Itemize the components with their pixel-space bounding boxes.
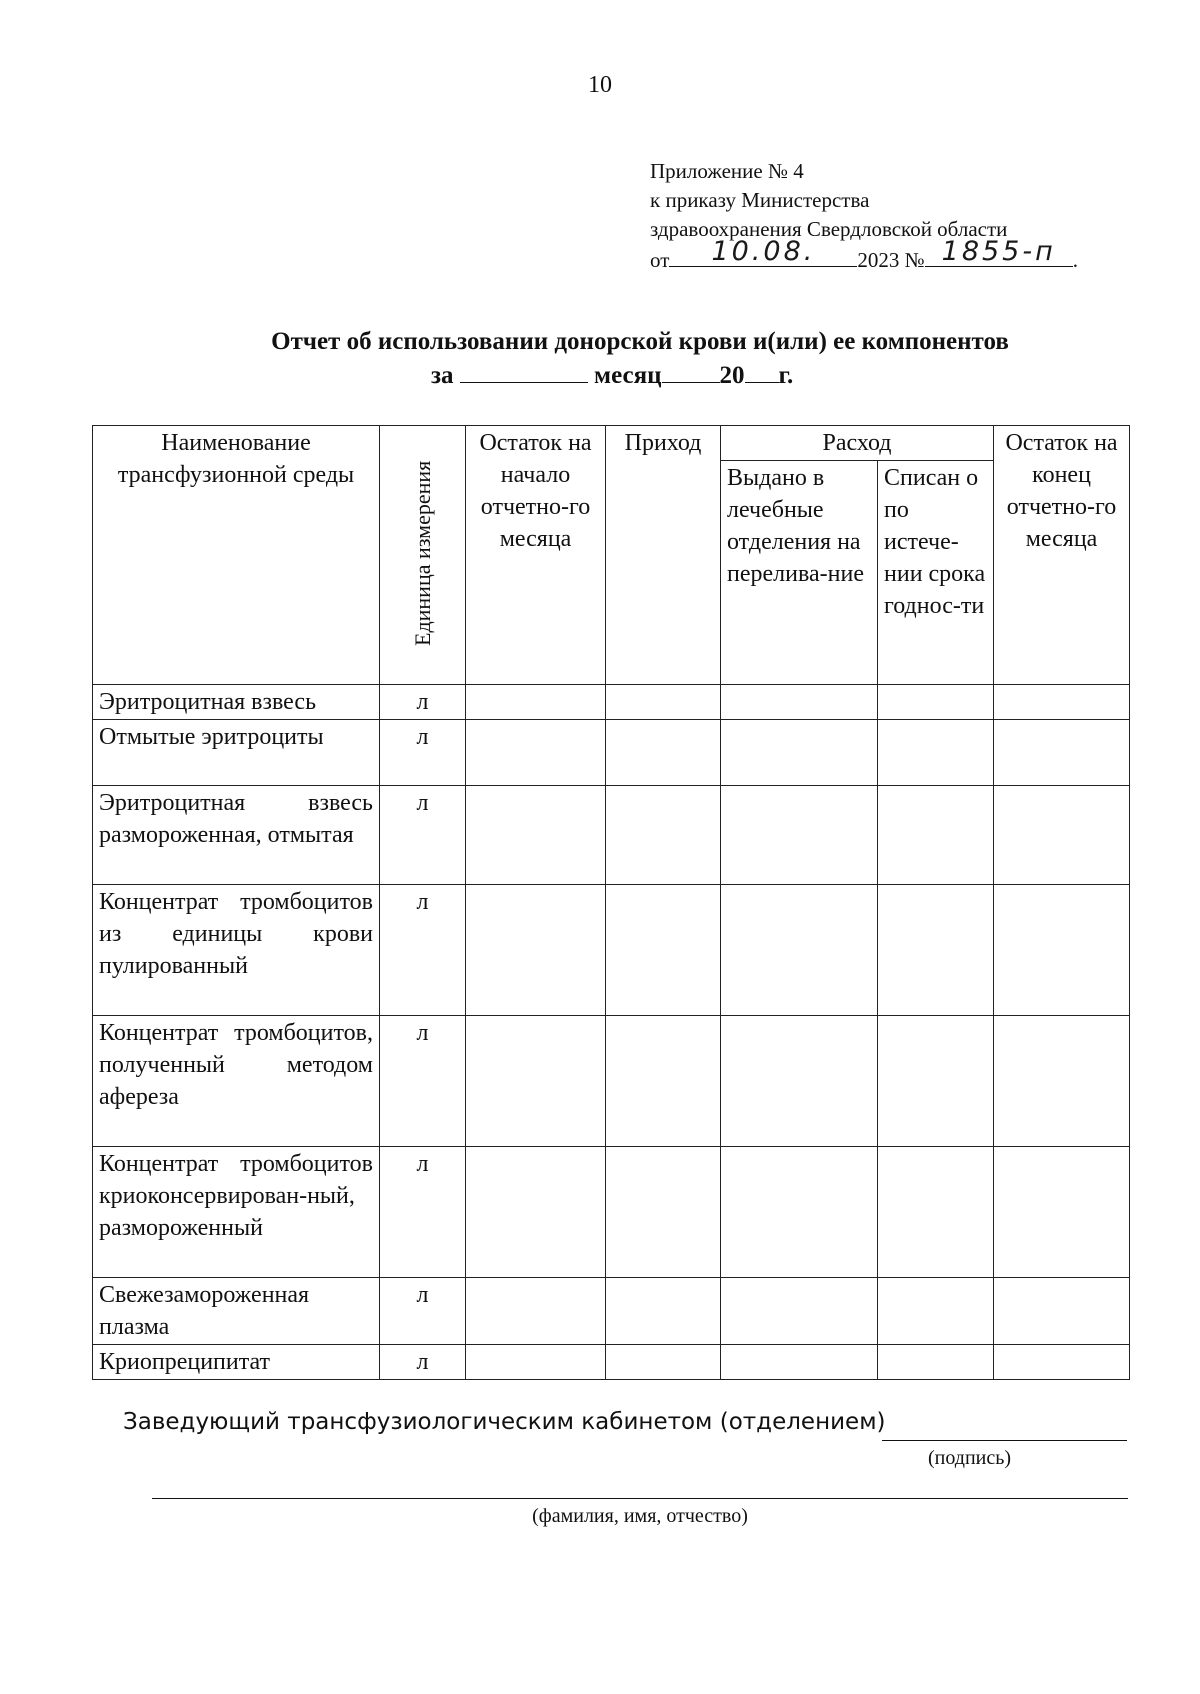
table-row bbox=[93, 685, 1130, 720]
cell-issued bbox=[721, 720, 878, 786]
row-name: Отмытые эритроциты bbox=[93, 720, 380, 786]
signature-label: Заведующий трансфузиологическим кабинетом (отделением) bbox=[123, 1409, 886, 1435]
period-month: месяц bbox=[594, 362, 662, 389]
header-end-balance: Остаток на конец отчетно-го месяца bbox=[994, 426, 1130, 685]
number-blank bbox=[925, 236, 1073, 267]
row-unit: л bbox=[380, 720, 466, 786]
row-unit: л bbox=[380, 1147, 466, 1278]
table-row bbox=[93, 1147, 1130, 1278]
cell-written-off bbox=[878, 786, 994, 885]
cell-income bbox=[606, 720, 721, 786]
row-name: Свежезамороженная плазма bbox=[93, 1278, 380, 1345]
row-name: Криопреципитат bbox=[93, 1345, 380, 1380]
header-expense: Расход bbox=[721, 426, 994, 461]
cell-end-balance bbox=[994, 685, 1130, 720]
cell-end-balance bbox=[994, 885, 1130, 1016]
cell-issued bbox=[721, 1278, 878, 1345]
cell-written-off bbox=[878, 1147, 994, 1278]
cell-start-balance bbox=[466, 786, 606, 885]
cell-written-off bbox=[878, 885, 994, 1016]
cell-end-balance bbox=[994, 1345, 1130, 1380]
signature-caption: (подпись) bbox=[928, 1447, 1012, 1469]
cell-income bbox=[606, 685, 721, 720]
period-blank bbox=[460, 362, 588, 383]
row-unit: л bbox=[380, 1016, 466, 1147]
appendix-line-3: здравоохранения Свердловской области bbox=[650, 217, 1008, 241]
handwritten-number: 1855-п bbox=[941, 236, 1056, 267]
header-issued: Выдано в лечебные отделения на перелива-ние bbox=[721, 461, 878, 685]
report-period-line bbox=[431, 362, 793, 390]
report-table bbox=[92, 425, 1130, 1380]
cell-written-off bbox=[878, 1016, 994, 1147]
header-unit-label: Единица измерения bbox=[409, 460, 435, 646]
cell-issued bbox=[721, 885, 878, 1016]
cell-end-balance bbox=[994, 1278, 1130, 1345]
cell-written-off bbox=[878, 1278, 994, 1345]
cell-income bbox=[606, 786, 721, 885]
cell-income bbox=[606, 1278, 721, 1345]
row-unit: л bbox=[380, 1278, 466, 1345]
cell-issued bbox=[721, 1345, 878, 1380]
header-start-balance: Остаток на начало отчетно-го месяца bbox=[466, 426, 606, 685]
row-name: Концентрат тромбоцитов криоконсервирован-ный, размороженный bbox=[93, 1147, 380, 1278]
cell-start-balance bbox=[466, 1278, 606, 1345]
header-unit bbox=[380, 426, 466, 685]
from-label: от bbox=[650, 248, 670, 272]
table-row bbox=[93, 720, 1130, 786]
header-written-off: Списан о по истече-нии срока годнос-ти bbox=[878, 461, 994, 685]
cell-issued bbox=[721, 685, 878, 720]
table-row bbox=[93, 1016, 1130, 1147]
cell-written-off bbox=[878, 720, 994, 786]
cell-end-balance bbox=[994, 786, 1130, 885]
cell-end-balance bbox=[994, 720, 1130, 786]
cell-issued bbox=[721, 786, 878, 885]
cell-end-balance bbox=[994, 1147, 1130, 1278]
table-row bbox=[93, 1345, 1130, 1380]
period-year-suffix: г. bbox=[778, 362, 794, 389]
handwritten-date: 10.08. bbox=[711, 236, 816, 267]
cell-start-balance bbox=[466, 720, 606, 786]
cell-issued bbox=[721, 1147, 878, 1278]
period-year-prefix: 20 bbox=[719, 362, 745, 389]
table-row bbox=[93, 786, 1130, 885]
date-blank bbox=[669, 236, 857, 267]
row-unit: л bbox=[380, 885, 466, 1016]
cell-income bbox=[606, 1016, 721, 1147]
cell-income bbox=[606, 1147, 721, 1278]
cell-issued bbox=[721, 1016, 878, 1147]
header-name: Наименование трансфузионной среды bbox=[93, 426, 380, 685]
signature-line bbox=[882, 1440, 1127, 1441]
row-unit: л bbox=[380, 786, 466, 885]
header-income: Приход bbox=[606, 426, 721, 685]
row-name: Эритроцитная взвесь bbox=[93, 685, 380, 720]
row-unit: л bbox=[380, 685, 466, 720]
cell-start-balance bbox=[466, 685, 606, 720]
period-za: за bbox=[431, 362, 454, 389]
appendix-line-1: Приложение № 4 bbox=[650, 159, 804, 183]
table-row bbox=[93, 1278, 1130, 1345]
cell-start-balance bbox=[466, 1016, 606, 1147]
cell-written-off bbox=[878, 685, 994, 720]
year-label: 2023 № bbox=[857, 248, 925, 272]
cell-end-balance bbox=[994, 1016, 1130, 1147]
row-name: Эритроцитная взвесь размороженная, отмытая bbox=[93, 786, 380, 885]
row-name: Концентрат тромбоцитов, полученный методом афереза bbox=[93, 1016, 380, 1147]
row-unit: л bbox=[380, 1345, 466, 1380]
cell-start-balance bbox=[466, 1345, 606, 1380]
appendix-block bbox=[650, 157, 1110, 275]
page-number: 10 bbox=[588, 72, 612, 98]
appendix-line-2: к приказу Министерства bbox=[650, 188, 870, 212]
name-line bbox=[152, 1498, 1128, 1499]
cell-written-off bbox=[878, 1345, 994, 1380]
cell-start-balance bbox=[466, 885, 606, 1016]
cell-income bbox=[606, 1345, 721, 1380]
row-name: Концентрат тромбоцитов из единицы крови пулированный bbox=[93, 885, 380, 1016]
name-caption: (фамилия, имя, отчество) bbox=[532, 1505, 748, 1527]
year-blank bbox=[745, 362, 779, 383]
month-blank bbox=[662, 362, 720, 383]
cell-income bbox=[606, 885, 721, 1016]
cell-start-balance bbox=[466, 1147, 606, 1278]
report-title: Отчет об использовании донорской крови и(или) ее компонентов bbox=[271, 328, 1009, 355]
trailing-dot: . bbox=[1072, 248, 1078, 272]
appendix-date-line bbox=[650, 236, 1110, 275]
table-row bbox=[93, 885, 1130, 1016]
